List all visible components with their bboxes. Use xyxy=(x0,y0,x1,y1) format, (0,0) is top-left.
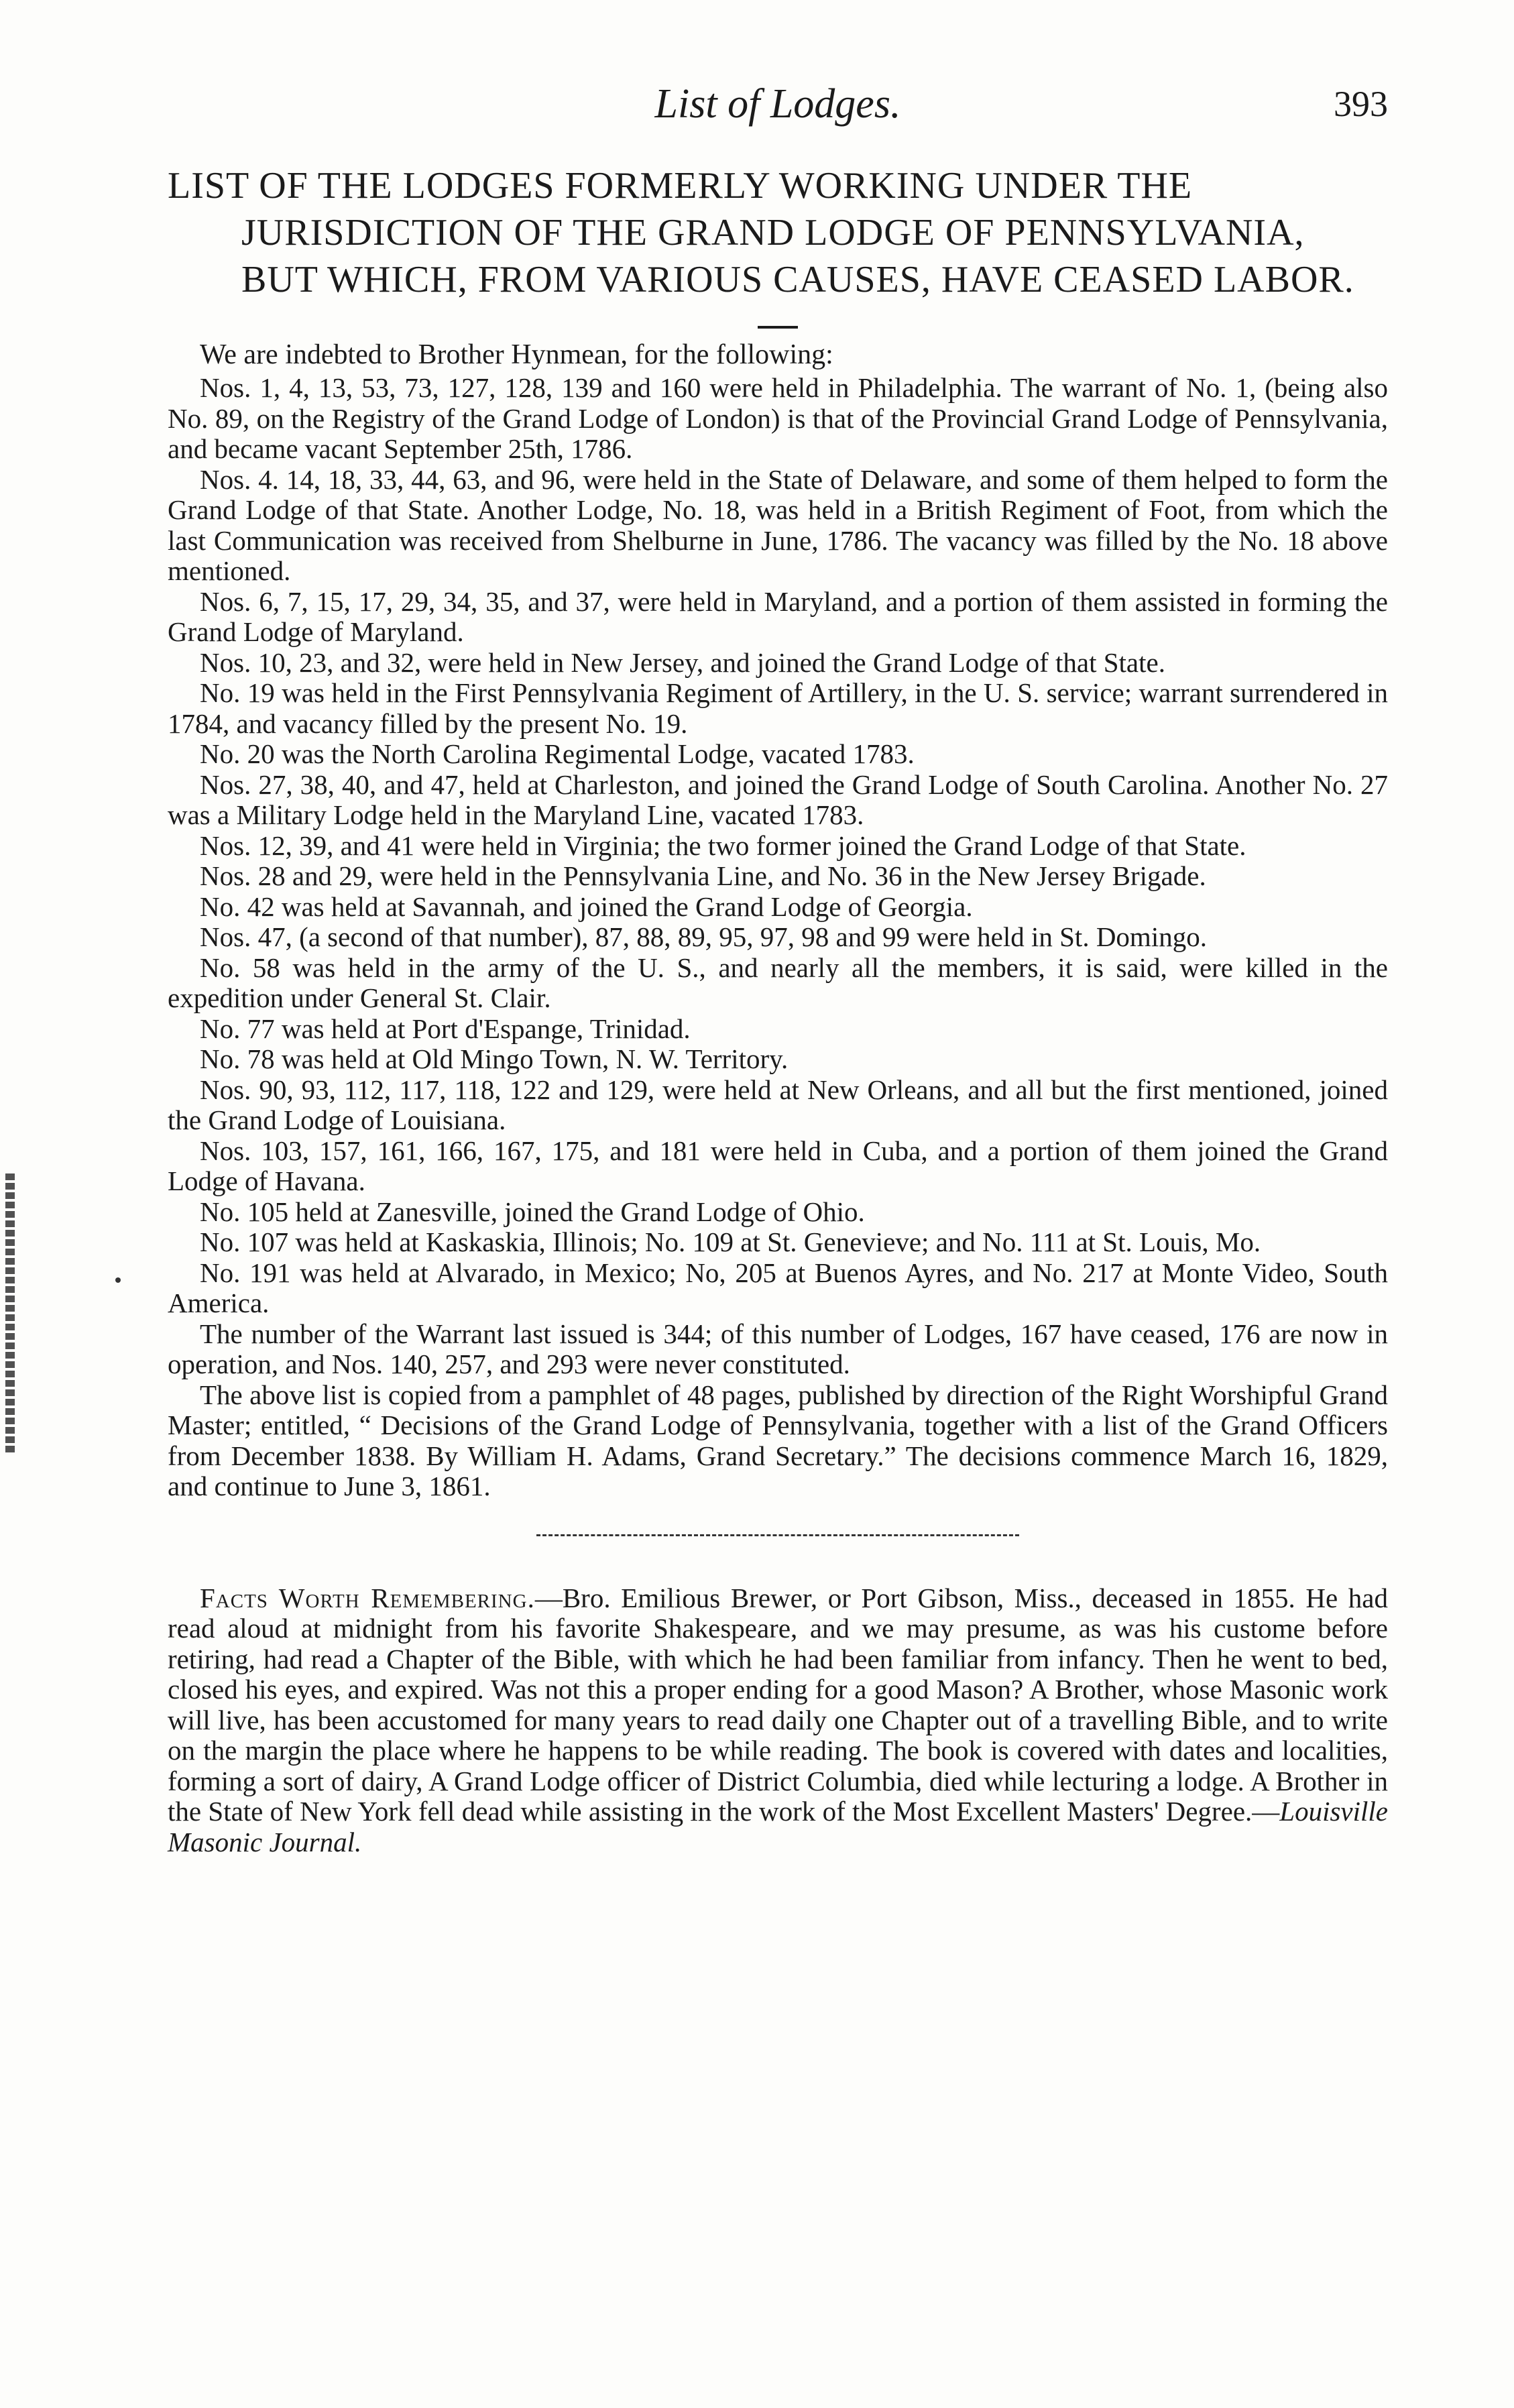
page-number: 393 xyxy=(1334,84,1388,124)
facts-body: —Bro. Emilious Brewer, or Port Gibson, Miss., deceased in 1855. He had read aloud at midnight from his favorite Shakespeare, and we may presume, as was his custome before retiring, had read a Chapter of the Bible, with which he had been familiar from infancy. Then he went to bed, closed his eyes, and expired. Was not this a proper ending for a good Mason? A Brother, whose Masonic work will live, has been accustomed for many years to read daily one Chapter out of a travelling Bible, and to write on the margin the place where he happens to be while reading. The book is covered with dates and localities, forming a sort of dairy, A Grand Lodge officer of District Columbia, died while lecturing a lodge. A Brother in the State of New York fell dead while assisting in the work of the Most Excellent Masters' Degree.— xyxy=(168,1582,1388,1827)
warrant-summary: The number of the Warrant last issued is 344; of this number of Lodges, 167 have ceased, 176 are now in operation, and Nos. 140, 257, and 293 were never constituted. xyxy=(168,1318,1388,1379)
lodge-entry: No. 19 was held in the First Pennsylvania Regiment of Artillery, in the U. S. service; warrant surrendered in 1784, and vacancy filled by the present No. 19. xyxy=(168,677,1388,739)
running-head xyxy=(168,80,1388,154)
lodge-entry: Nos. 90, 93, 112, 117, 118, 122 and 129, were held at New Orleans, and all but the first mentioned, joined the Grand Lodge of Louisiana. xyxy=(168,1074,1388,1135)
lodge-entry: No. 105 held at Zanesville, joined the Grand Lodge of Ohio. xyxy=(200,1196,865,1227)
margin-scan-mark xyxy=(5,1173,15,1455)
source-note: The above list is copied from a pamphlet of 48 pages, published by direction of the Right Worshipful Grand Master; entitled, “ Decisions of the Grand Lodge of Pennsylvania, together with a list of the Grand Officers from December 1838. By William H. Adams, Grand Secretary.” The decisions commence March 16, 1829, and continue to June 3, 1861. xyxy=(168,1379,1388,1501)
lodge-entry: Nos. 12, 39, and 41 were held in Virginia; the two former joined the Grand Lodge of that State. xyxy=(200,829,1246,861)
lodge-entry: No. 107 was held at Kaskaskia, Illinois; No. 109 at St. Genevieve; and No. 111 at St. Louis, Mo. xyxy=(200,1226,1261,1257)
lodge-entry: No. 78 was held at Old Mingo Town, N. W. Territory. xyxy=(200,1043,789,1074)
lodge-entry: No. 77 was held at Port d'Espange, Trinidad. xyxy=(200,1013,691,1044)
section-heading: LIST OF THE LODGES FORMERLY WORKING UNDER THE JURISDICTION OF THE GRAND LODGE OF PENNSYLVANIA, BUT WHICH, FROM VARIOUS CAUSES, HAVE CEASED LABOR. xyxy=(168,165,1354,300)
facts-attribution: Louisville Masonic Journal. xyxy=(168,1796,1388,1857)
lodge-entry: No. 20 was the North Carolina Regimental Lodge, vacated 1783. xyxy=(200,738,915,769)
lodge-entry: Nos. 6, 7, 15, 17, 29, 34, 35, and 37, were held in Maryland, and a portion of them assisted in forming the Grand Lodge of Maryland. xyxy=(168,585,1388,647)
lodge-list xyxy=(168,373,1388,1502)
lodge-entry: Nos. 27, 38, 40, and 47, held at Charleston, and joined the Grand Lodge of South Carolina. Another No. 27 was a Military Lodge held in the Maryland Line, vacated 1783. xyxy=(168,768,1388,830)
lodge-entry: No. 58 was held in the army of the U. S., and nearly all the members, it is said, were killed in the expedition under General St. Clair. xyxy=(168,952,1388,1013)
lodge-entry: No. 42 was held at Savannah, and joined the Grand Lodge of Georgia. xyxy=(200,891,973,922)
intro-line: We are indebted to Brother Hynmean, for the following: xyxy=(200,339,833,370)
lodge-entry: Nos. 47, (a second of that number), 87, 88, 89, 95, 97, 98 and 99 were held in St. Domingo. xyxy=(200,921,1207,952)
lodge-entry: Nos. 4. 14, 18, 33, 44, 63, and 96, were held in the State of Delaware, and some of them helped to form the Grand Lodge of that State. Another Lodge, No. 18, was held in a British Regiment of Foot, from which the last Communication was received from Shelburne in June, 1786. The vacancy was filled by the No. 18 above mentioned. xyxy=(168,463,1388,586)
heading-rule xyxy=(758,326,798,329)
facts-paragraph xyxy=(168,1583,1388,1858)
margin-dot xyxy=(115,1277,121,1283)
lodge-entry: Nos. 10, 23, and 32, were held in New Jersey, and joined the Grand Lodge of that State. xyxy=(200,646,1165,678)
section-divider xyxy=(536,1534,1019,1536)
lodge-entry: Nos. 1, 4, 13, 53, 73, 127, 128, 139 and 160 were held in Philadelphia. The warrant of No. 1, (being also No. 89, on the Registry of the Grand Lodge of London) is that of the Provincial Grand Lodge of Pennsylvania, and became vacant September 25th, 1786. xyxy=(168,372,1388,464)
running-title: List of Lodges. xyxy=(654,81,901,127)
lodge-entry: No. 191 was held at Alvarado, in Mexico; No, 205 at Buenos Ayres, and No. 217 at Monte Video, South America. xyxy=(168,1257,1388,1318)
book-page xyxy=(168,80,1388,1857)
lodge-entry: Nos. 28 and 29, were held in the Pennsylvania Line, and No. 36 in the New Jersey Brigade. xyxy=(200,860,1206,891)
facts-heading: Facts Worth Remembering. xyxy=(200,1582,535,1613)
lodge-entry: Nos. 103, 157, 161, 166, 167, 175, and 181 were held in Cuba, and a portion of them joined the Grand Lodge of Havana. xyxy=(168,1135,1388,1196)
